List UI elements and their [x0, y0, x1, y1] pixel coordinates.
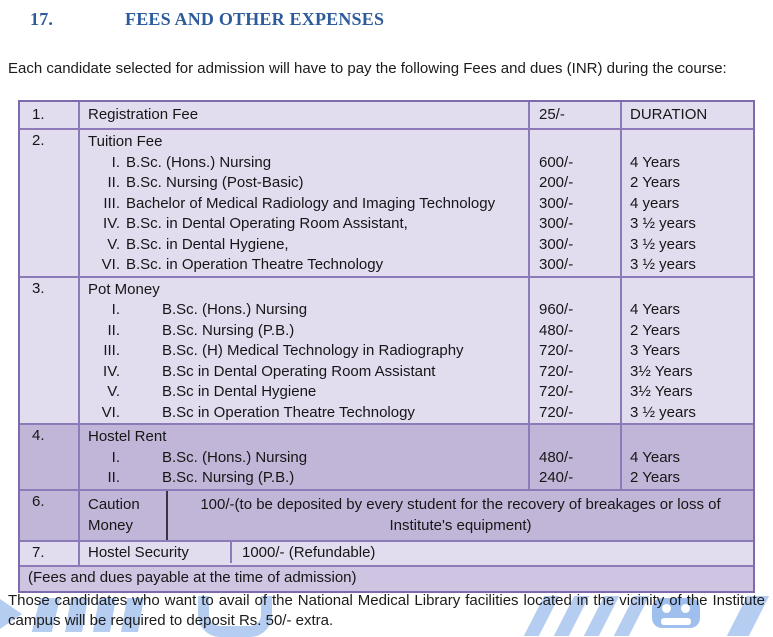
fee-duration: 2 Years	[630, 321, 681, 339]
fee-item	[80, 235, 528, 256]
table-row-tuition-fee	[20, 128, 753, 276]
fee-amount: 720/-	[539, 383, 574, 400]
fee-amount: 720/-	[539, 362, 574, 380]
item-label: B.Sc. Nursing (P.B.)	[162, 321, 295, 339]
bottom-note-paragraph: Those candidates who want to avail of the National Medical Library facilities located in the vicinity of the Institute campus will be required to deposit Rs. 50/- extra.	[8, 592, 765, 629]
fee-duration: 2 Years	[630, 469, 681, 486]
fee-amount: 300/-	[539, 194, 574, 212]
item-numeral: III.	[103, 194, 120, 212]
fees-table	[18, 100, 755, 593]
fee-amounts	[530, 425, 622, 489]
table-row-caution-money	[20, 489, 753, 540]
item-numeral: I.	[111, 153, 120, 171]
fee-duration: 3 ½ years	[630, 235, 696, 253]
item-label: B.Sc. in Dental Hygiene,	[126, 235, 289, 253]
intro-paragraph: Each candidate selected for admission will have to pay the following Fees and dues (INR) during the course:	[8, 60, 727, 77]
item-label: B.Sc. (H) Medical Technology in Radiography	[162, 342, 464, 359]
item-label: B.Sc in Operation Theatre Technology	[162, 403, 415, 421]
item-numeral: VI.	[101, 403, 120, 421]
fee-amount: 300/-	[539, 215, 574, 232]
fee-amount: 300/-	[539, 256, 574, 273]
fee-duration: 2 Years	[630, 174, 681, 191]
fee-item	[80, 321, 528, 342]
table-row-hostel-rent	[20, 423, 753, 489]
table-row-registration-fee	[20, 102, 753, 128]
item-label: B.Sc. (Hons.) Nursing	[126, 153, 272, 171]
fee-item	[80, 468, 528, 489]
item-label: B.Sc. in Dental Operating Room Assistant,	[126, 215, 408, 232]
fee-duration: 3 ½ years	[630, 215, 696, 232]
fee-durations	[622, 425, 753, 489]
fee-amount: 600/-	[539, 153, 574, 171]
item-label: B.Sc in Dental Hygiene	[162, 383, 317, 400]
item-label: B.Sc in Dental Operating Room Assistant	[162, 362, 436, 380]
table-row-hostel-security	[20, 540, 753, 565]
fee-item	[80, 194, 528, 215]
fee-item	[80, 214, 528, 235]
fee-section-header: Hostel Rent	[88, 428, 167, 445]
fee-duration: 3 ½ years	[630, 256, 696, 273]
row-number: 7.	[20, 542, 80, 565]
item-numeral: V.	[107, 383, 120, 400]
fee-amount: 200/-	[539, 174, 574, 191]
item-numeral: I.	[111, 448, 120, 466]
fee-amount: 25/-	[530, 102, 622, 128]
fee-durations	[622, 130, 753, 276]
section-number: 17.	[30, 9, 54, 29]
item-numeral: IV.	[103, 215, 120, 232]
fee-item	[80, 300, 528, 321]
fee-description: 100/-(to be deposited by every student for the recovery of breakages or loss of Institute's equipment)	[200, 495, 721, 534]
item-label: B.Sc. (Hons.) Nursing	[162, 448, 308, 466]
item-label: Bachelor of Medical Radiology and Imaging Technology	[126, 194, 496, 212]
row-number: 4.	[20, 425, 80, 489]
row-number: 1.	[20, 102, 80, 128]
fee-duration: 3 ½ years	[630, 403, 696, 421]
fee-duration: 3½ Years	[630, 383, 693, 400]
table-row-pot-money	[20, 276, 753, 424]
fee-label: Hostel Security	[80, 542, 232, 563]
fee-label: Registration Fee	[80, 102, 530, 128]
fee-duration: 4 Years	[630, 301, 681, 318]
item-label: B.Sc. in Operation Theatre Technology	[126, 256, 384, 273]
item-label: B.Sc. Nursing (Post-Basic)	[126, 174, 304, 191]
fee-amount: 720/-	[539, 403, 574, 421]
fee-amount: 300/-	[539, 235, 574, 253]
fee-item	[80, 382, 528, 403]
item-label: B.Sc. Nursing (P.B.)	[162, 469, 295, 486]
fee-item	[80, 448, 528, 469]
fee-amount: 960/-	[539, 301, 574, 318]
fee-duration: 4 Years	[630, 153, 681, 171]
section-title: FEES AND OTHER EXPENSES	[125, 9, 385, 29]
fee-duration: 3 Years	[630, 342, 681, 359]
fee-item	[80, 173, 528, 194]
fee-label: Caution Money	[80, 491, 168, 540]
fee-amount: 480/-	[539, 448, 574, 466]
row-number: 2.	[20, 130, 80, 276]
fee-amounts	[530, 278, 622, 424]
item-numeral: V.	[107, 235, 120, 253]
item-numeral: II.	[107, 174, 120, 191]
fee-section-header: Pot Money	[88, 280, 160, 298]
table-footer-row	[20, 565, 753, 591]
fee-duration: 3½ Years	[630, 362, 693, 380]
section-heading	[30, 9, 750, 30]
item-numeral: IV.	[103, 362, 120, 380]
fee-amount: 720/-	[539, 342, 574, 359]
item-numeral: II.	[107, 469, 120, 486]
row-number: 3.	[20, 278, 80, 424]
item-numeral: VI.	[101, 256, 120, 273]
fee-amount: 240/-	[539, 469, 574, 486]
fee-items	[80, 425, 530, 489]
fee-item	[80, 255, 528, 276]
fee-amount: 480/-	[539, 321, 574, 339]
row-number: 6.	[20, 491, 80, 540]
duration-header: DURATION	[630, 106, 708, 123]
fee-amounts	[530, 130, 622, 276]
item-numeral: I.	[111, 301, 120, 318]
fee-items	[80, 278, 530, 424]
fee-section-header: Tuition Fee	[88, 133, 163, 150]
fee-item	[80, 153, 528, 174]
fee-items	[80, 130, 530, 276]
fee-item	[80, 341, 528, 362]
fee-description: 1000/- (Refundable)	[242, 543, 376, 561]
fee-durations	[622, 278, 753, 424]
item-label: B.Sc. (Hons.) Nursing	[162, 301, 308, 318]
fee-duration: 4 Years	[630, 448, 681, 466]
item-numeral: III.	[103, 342, 120, 359]
fee-item	[80, 362, 528, 383]
item-numeral: II.	[107, 321, 120, 339]
fee-item	[80, 403, 528, 424]
fee-duration: 4 years	[630, 194, 680, 212]
table-footer-note: (Fees and dues payable at the time of admission)	[28, 568, 357, 586]
